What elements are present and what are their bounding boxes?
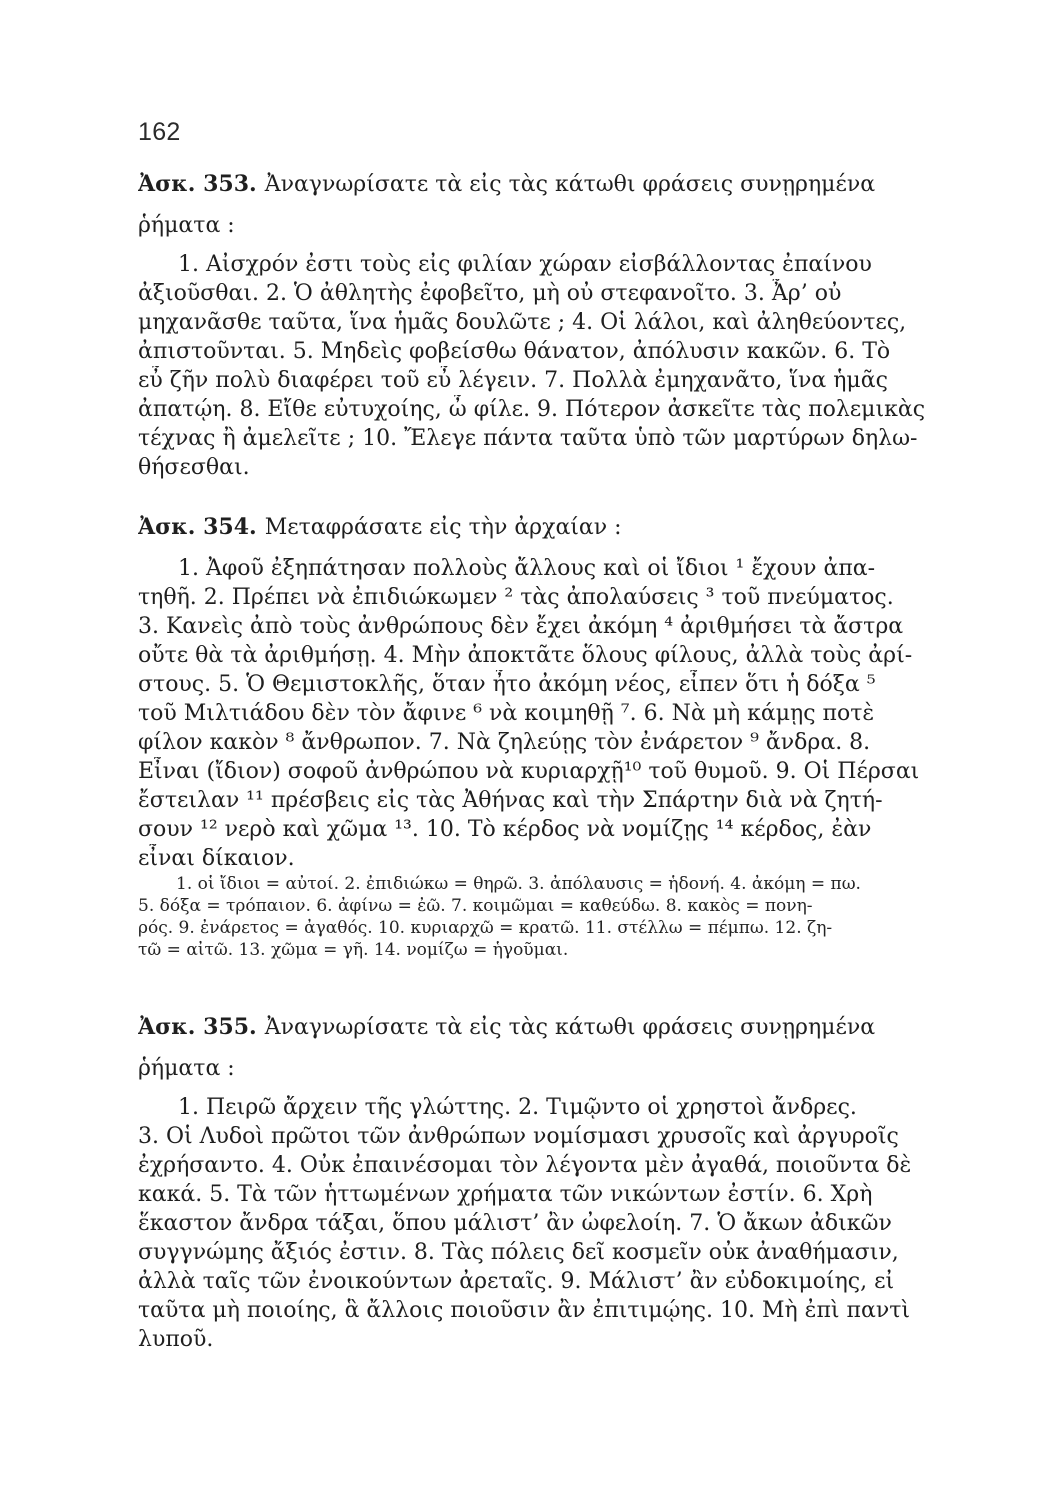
exercise-text-line: 1. Πειρῶ ἄρχειν τῆς γλώττης. 2. Τιμῷντο οἱ χρηστοὶ ἄνδρες.: [178, 1095, 857, 1120]
exercise-title: [138, 513, 943, 542]
exercise-text-line: ἐχρήσαντο. 4. Οὐκ ἐπαινέσομαι τὸν λέγοντα μὲν ἀγαθά, ποιοῦντα δὲ: [138, 1153, 912, 1178]
exercise-text-line: οὔτε θὰ τὰ ἀριθμήσῃ. 4. Μὴν ἀποκτᾶτε ὅλους φίλους, ἀλλὰ τοὺς ἀρί-: [138, 643, 913, 668]
exercise-text-line: τοῦ Μιλτιάδου δὲν τὸν ἄφινε ⁶ νὰ κοιμηθῇ ⁷. 6. Νὰ μὴ κάμῃς ποτὲ: [138, 701, 875, 726]
exercise-label: Ἀσκ. 353.: [138, 171, 257, 197]
exercise-text-line: ταῦτα μὴ ποιοίης, ἃ ἄλλοις ποιοῦσιν ἂν ἐπιτιμῴης. 10. Μὴ ἐπὶ παντὶ: [138, 1298, 911, 1323]
exercise-text-line: εἶναι δίκαιον.: [138, 846, 295, 871]
exercise-label: Ἀσκ. 354.: [138, 514, 257, 540]
exercise-text-line: 1. Ἀφοῦ ἐξηπάτησαν πολλοὺς ἄλλους καὶ οἱ ἴδιοι ¹ ἔχουν ἀπα-: [178, 556, 876, 581]
exercise-353: [138, 170, 943, 482]
exercise-text-line: φίλον κακὸν ⁸ ἄνθρωπον. 7. Νὰ ζηλεύῃς τὸν ἐνάρετον ⁹ ἄνδρα. 8.: [138, 730, 871, 755]
exercise-text-line: 1. Αἰσχρόν ἐστι τοὺς εἰς φιλίαν χώραν εἰσβάλλοντας ἐπαίνου: [178, 252, 872, 277]
exercise-instruction-line: Ἀναγνωρίσατε τὰ εἰς τὰς κάτωθι φράσεις συνῃρημένα: [264, 172, 876, 197]
exercise-text-line: σουν ¹² νερὸ καὶ χῶμα ¹³. 10. Τὸ κέρδος νὰ νομίζῃς ¹⁴ κέρδος, ἐὰν: [138, 817, 872, 842]
page-number: 162: [138, 118, 181, 146]
footnote-line: 5. δόξα = τρόπαιον. 6. ἀφίνω = ἐῶ. 7. κοιμῶμαι = καθεύδω. 8. κακὸς = πονη-: [138, 896, 813, 916]
exercise-text-line: Εἶναι (ἴδιον) σοφοῦ ἀνθρώπου νὰ κυριαρχῇ¹⁰ τοῦ θυμοῦ. 9. Οἱ Πέρσαι: [138, 759, 920, 784]
exercise-text-line: τηθῆ. 2. Πρέπει νὰ ἐπιδιώκωμεν ² τὰς ἀπολαύσεις ³ τοῦ πνεύματος.: [138, 585, 894, 610]
exercise-instruction-line: Μεταφράσατε εἰς τὴν ἀρχαίαν :: [264, 515, 622, 540]
exercise-text-line: τέχνας ἢ ἀμελεῖτε ; 10. Ἔλεγε πάντα ταῦτα ὑπὸ τῶν μαρτύρων δηλω-: [138, 426, 918, 451]
exercise-title: [138, 170, 943, 199]
exercise-text-line: ἕκαστον ἄνδρα τάξαι, ὅπου μάλιστ’ ἂν ὠφελοίη. 7. Ὁ ἄκων ἀδικῶν: [138, 1211, 892, 1236]
footnotes: [138, 873, 946, 961]
exercise-instruction-line: Ἀναγνωρίσατε τὰ εἰς τὰς κάτωθι φράσεις συνῃρημένα: [264, 1015, 876, 1040]
footnote-line: τῶ = αἰτῶ. 13. χῶμα = γῆ. 14. νομίζω = ἡγοῦμαι.: [138, 940, 569, 960]
exercise-text-line: κακά. 5. Τὰ τῶν ἡττωμένων χρήματα τῶν νικώντων ἐστίν. 6. Χρὴ: [138, 1182, 873, 1207]
footnote-line: 1. οἱ ἴδιοι = αὐτοί. 2. ἐπιδιώκω = θηρῶ. 3. ἀπόλαυσις = ἡδονή. 4. ἀκόμη = πω.: [176, 874, 861, 894]
exercise-text-line: ἀξιοῦσθαι. 2. Ὁ ἀθλητὴς ἐφοβεῖτο, μὴ οὐ στεφανοῖτο. 3. Ἆρ’ οὐ: [138, 281, 842, 306]
exercise-354: [138, 513, 943, 873]
exercise-text-line: ἀπατῴη. 8. Εἴθε εὐτυχοίης, ὦ φίλε. 9. Πότερον ἀσκεῖτε τὰς πολεμικὰς: [138, 397, 926, 422]
exercise-text-line: ἔστειλαν ¹¹ πρέσβεις εἰς τὰς Ἀθήνας καὶ τὴν Σπάρτην διὰ νὰ ζητή-: [138, 788, 883, 813]
exercise-text-line: ἀλλὰ ταῖς τῶν ἐνοικούντων ἀρεταῖς. 9. Μάλιστ’ ἂν εὐδοκιμοίης, εἰ: [138, 1269, 895, 1294]
exercise-text-line: 3. Κανεὶς ἀπὸ τοὺς ἀνθρώπους δὲν ἔχει ἀκόμη ⁴ ἀριθμήσει τὰ ἄστρα: [138, 614, 904, 639]
exercise-text-line: μηχανᾶσθε ταῦτα, ἵνα ἡμᾶς δουλῶτε ; 4. Οἱ λάλοι, καὶ ἀληθεύοντες,: [138, 310, 907, 335]
exercise-label: Ἀσκ. 355.: [138, 1014, 257, 1040]
exercise-355: [138, 1013, 943, 1354]
exercise-text-line: συγγνώμης ἄξιός ἐστιν. 8. Τὰς πόλεις δεῖ κοσμεῖν οὐκ ἀναθήμασιν,: [138, 1240, 899, 1265]
exercise-text-line: 3. Οἱ Λυδοὶ πρῶτοι τῶν ἀνθρώπων νομίσμασι χρυσοῖς καὶ ἀργυροῖς: [138, 1124, 899, 1149]
exercise-title: [138, 1013, 943, 1042]
exercise-instruction-line: ῥήματα :: [138, 213, 235, 238]
exercise-text-line: εὖ ζῆν πολὺ διαφέρει τοῦ εὖ λέγειν. 7. Πολλὰ ἐμηχανᾶτο, ἵνα ἡμᾶς: [138, 368, 888, 393]
footnote-line: ρός. 9. ἐνάρετος = ἀγαθός. 10. κυριαρχῶ = κρατῶ. 11. στέλλω = πέμπω. 12. ζη-: [138, 918, 833, 938]
exercise-instruction-line: ῥήματα :: [138, 1056, 235, 1081]
exercise-text-line: λυποῦ.: [138, 1327, 214, 1352]
exercise-text-line: ἀπιστοῦνται. 5. Μηδεὶς φοβείσθω θάνατον, ἀπόλυσιν κακῶν. 6. Τὸ: [138, 339, 891, 364]
exercise-text-line: θήσεσθαι.: [138, 455, 250, 480]
exercise-text-line: στους. 5. Ὁ Θεμιστοκλῆς, ὅταν ἦτο ἀκόμη νέος, εἶπεν ὅτι ἡ δόξα ⁵: [138, 672, 876, 697]
